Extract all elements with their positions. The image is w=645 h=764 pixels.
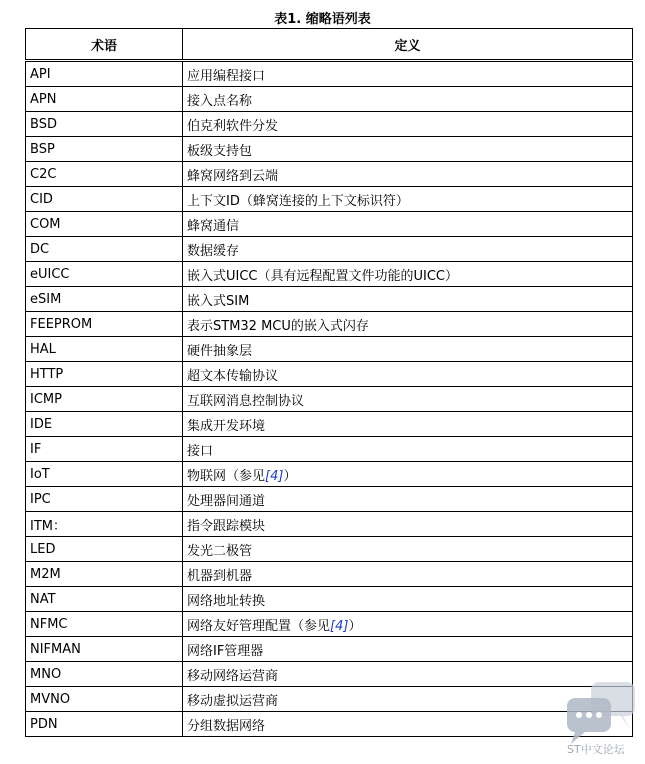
definition-text: 蜂窝通信	[187, 218, 240, 234]
term-cell: LED	[26, 537, 183, 562]
definition-text: 嵌入式UICC（具有远程配置文件功能的UICC）	[187, 268, 459, 284]
definition-cell	[183, 637, 633, 662]
definition-cell	[183, 237, 633, 262]
definition-cell	[183, 287, 633, 312]
term-cell: eUICC	[26, 262, 183, 287]
definition-text: 移动网络运营商	[187, 668, 279, 684]
definition-text-end: ）	[348, 618, 362, 634]
reference-link[interactable]: [4]	[265, 468, 284, 484]
definition-text: 伯克利软件分发	[187, 118, 279, 134]
term-cell: APN	[26, 87, 183, 112]
definition-text: 分组数据网络	[187, 718, 266, 734]
term-cell: CID	[26, 187, 183, 212]
definition-cell	[183, 412, 633, 437]
table-row	[26, 112, 633, 137]
table-row	[26, 87, 633, 112]
definition-text: 机器到机器	[187, 568, 253, 584]
definition-text: 接口	[187, 443, 214, 459]
definition-text: 指令跟踪模块	[187, 518, 266, 534]
table-row	[26, 312, 633, 337]
table-row	[26, 187, 633, 212]
term-cell: M2M	[26, 562, 183, 587]
definition-text: 网络地址转换	[187, 593, 266, 609]
table-row	[26, 587, 633, 612]
definition-text: 发光二极管	[187, 543, 253, 559]
definition-text: 集成开发环境	[187, 418, 266, 434]
definition-cell	[183, 562, 633, 587]
watermark-text: ST中文论坛	[567, 743, 625, 756]
term-cell: BSD	[26, 112, 183, 137]
table-row	[26, 61, 633, 87]
term-cell: HAL	[26, 337, 183, 362]
term-cell: eSIM	[26, 287, 183, 312]
definition-cell	[183, 312, 633, 337]
term-cell: MVNO	[26, 687, 183, 712]
definition-text: 上下文ID（蜂窝连接的上下文标识符）	[187, 193, 409, 209]
definition-text: 数据缓存	[187, 243, 240, 259]
term-cell: C2C	[26, 162, 183, 187]
table-row	[26, 287, 633, 312]
term-cell: API	[26, 61, 183, 87]
definition-text: 网络IF管理器	[187, 643, 264, 659]
reference-link[interactable]: [4]	[330, 618, 349, 634]
abbreviations-table	[25, 28, 633, 737]
definition-cell	[183, 337, 633, 362]
table-caption: 表1. 缩略语列表	[274, 12, 371, 27]
term-cell: IPC	[26, 487, 183, 512]
table-row	[26, 537, 633, 562]
table-row	[26, 712, 633, 737]
term-cell: FEEPROM	[26, 312, 183, 337]
definition-cell	[183, 512, 633, 537]
table-row	[26, 237, 633, 262]
definition-text: 应用编程接口	[187, 68, 266, 84]
definition-cell	[183, 112, 633, 137]
table-row	[26, 637, 633, 662]
definition-text: 嵌入式SIM	[187, 293, 250, 309]
definition-text: 处理器间通道	[187, 493, 266, 509]
term-cell: IoT	[26, 462, 183, 487]
table-row	[26, 387, 633, 412]
table-row	[26, 262, 633, 287]
column-header-term: 术语	[26, 29, 183, 61]
term-cell: IF	[26, 437, 183, 462]
definition-cell	[183, 362, 633, 387]
definition-cell	[183, 487, 633, 512]
definition-cell	[183, 137, 633, 162]
definition-text: 互联网消息控制协议	[187, 393, 305, 409]
table-row	[26, 687, 633, 712]
table-body	[26, 61, 633, 737]
definition-text-end: ）	[283, 468, 297, 484]
term-cell: PDN	[26, 712, 183, 737]
term-cell: ICMP	[26, 387, 183, 412]
definition-cell	[183, 187, 633, 212]
definition-cell	[183, 587, 633, 612]
definition-cell	[183, 212, 633, 237]
table-row	[26, 437, 633, 462]
definition-text: 超文本传输协议	[187, 368, 279, 384]
term-cell: DC	[26, 237, 183, 262]
table-row	[26, 662, 633, 687]
definition-text: 接入点名称	[187, 93, 253, 109]
table-row	[26, 612, 633, 637]
table-row	[26, 462, 633, 487]
definition-cell	[183, 437, 633, 462]
term-cell: NIFMAN	[26, 637, 183, 662]
definition-cell	[183, 61, 633, 87]
term-cell: BSP	[26, 137, 183, 162]
term-cell: NFMC	[26, 612, 183, 637]
definition-cell	[183, 537, 633, 562]
table-row	[26, 562, 633, 587]
definition-cell	[183, 462, 633, 487]
term-cell: HTTP	[26, 362, 183, 387]
definition-cell	[183, 162, 633, 187]
definition-text: 移动虚拟运营商	[187, 693, 279, 709]
definition-cell	[183, 612, 633, 637]
table-row	[26, 162, 633, 187]
table-row	[26, 487, 633, 512]
term-cell: ITM：	[26, 512, 183, 537]
definition-cell	[183, 262, 633, 287]
definition-text: 物联网（参见	[187, 468, 266, 484]
term-cell: NAT	[26, 587, 183, 612]
table-header-row	[26, 29, 633, 61]
table-row	[26, 137, 633, 162]
definition-text: 表示STM32 MCU的嵌入式闪存	[187, 318, 369, 334]
term-cell: COM	[26, 212, 183, 237]
table-row	[26, 212, 633, 237]
definition-cell	[183, 387, 633, 412]
term-cell: IDE	[26, 412, 183, 437]
definition-text: 硬件抽象层	[187, 343, 253, 359]
definition-text: 板级支持包	[187, 143, 253, 159]
table-row	[26, 512, 633, 537]
term-cell: MNO	[26, 662, 183, 687]
table-row	[26, 337, 633, 362]
definition-text: 蜂窝网络到云端	[187, 168, 279, 184]
table-row	[26, 412, 633, 437]
definition-cell	[183, 87, 633, 112]
definition-text: 网络友好管理配置（参见	[187, 618, 331, 634]
column-header-definition: 定义	[183, 29, 633, 61]
table-row	[26, 362, 633, 387]
